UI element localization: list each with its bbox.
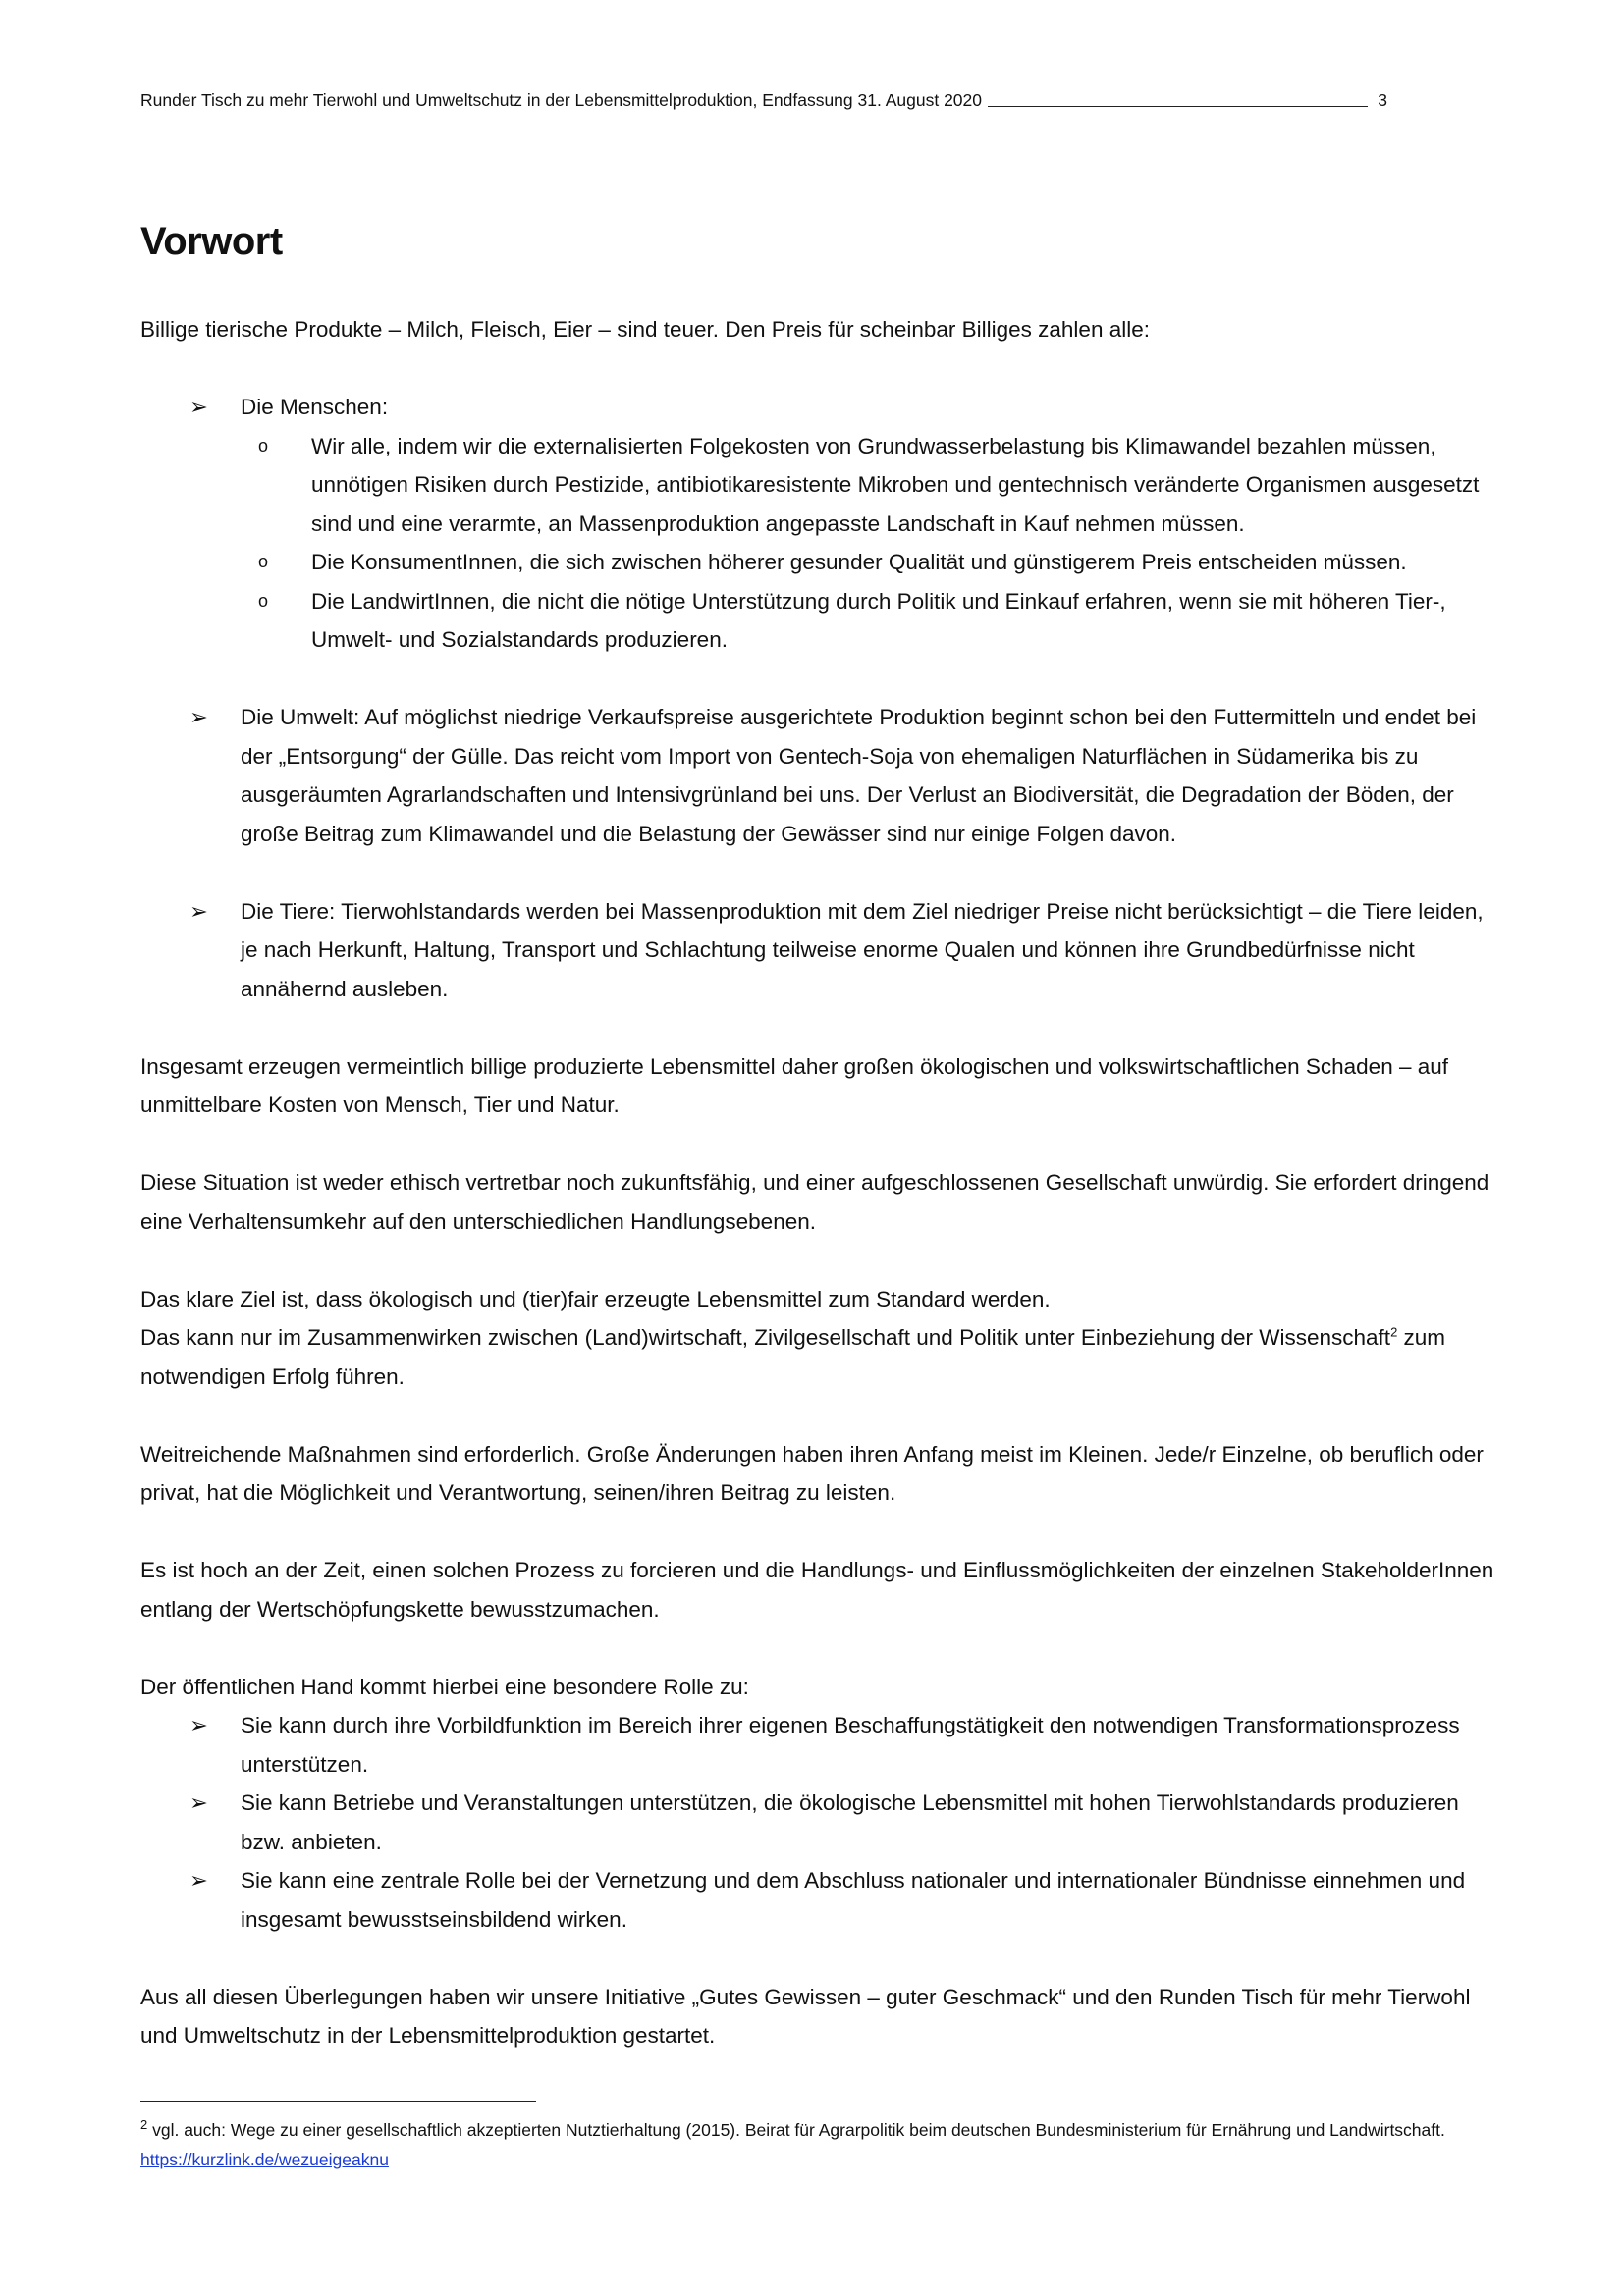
- list-item: [140, 1861, 1495, 1939]
- bullet-tiere-text: Die Tiere: Tierwohlstandards werden bei Massenproduktion mit dem Ziel niedriger Preise nicht berücksichtigt – die Tiere leiden, je nach Herkunft, Haltung, Transport und Schlachtung teilweise enorme Qualen und können ihre Grundbedürfnisse nicht annähernd ausleben.: [241, 898, 1484, 1001]
- header-rule: [988, 106, 1368, 107]
- sub-item-text: Die KonsumentInnen, die sich zwischen höherer gesunder Qualität und günstigerem Preis entscheiden müssen.: [311, 550, 1407, 574]
- list-item: [140, 1784, 1495, 1861]
- bullet-menschen-label: Die Menschen:: [241, 395, 389, 419]
- bullet-menschen: [140, 388, 1495, 698]
- arrow-bullet-icon: ➢: [189, 1713, 208, 1737]
- sub-item-text: Die LandwirtInnen, die nicht die nötige Unterstützung durch Politik und Einkauf erfahren, wenn sie mit höheren Tier-, Umwelt- und Sozialstandards produzieren.: [311, 588, 1446, 652]
- paragraph: Diese Situation ist weder ethisch vertretbar noch zukunftsfähig, und einer aufgeschlossenen Gesellschaft unwürdig. Sie erfordert dringend eine Verhaltensumkehr auf den unterschiedlichen Handlungsebenen.: [140, 1170, 1489, 1234]
- footnote-link[interactable]: https://kurzlink.de/wezueigeaknu: [140, 2150, 389, 2169]
- paragraph: Aus all diesen Überlegungen haben wir unsere Initiative „Gutes Gewissen – guter Geschmack“ und den Runden Tisch für mehr Tierwohl und Umweltschutz in der Lebensmittelproduktion gestartet.: [140, 1984, 1471, 2048]
- footnote-separator: [140, 2101, 536, 2102]
- page-header: [140, 90, 1387, 111]
- arrow-bullet-icon: ➢: [189, 1868, 208, 1893]
- paragraph: Das klare Ziel ist, dass ökologisch und (tier)fair erzeugte Lebensmittel zum Standard werden.: [140, 1286, 1051, 1311]
- sub-item: [241, 427, 1495, 544]
- bullet-umwelt-text: Die Umwelt: Auf möglichst niedrige Verkaufspreise ausgerichtete Produktion beginnt schon bei den Futtermitteln und endet bei der „Entsorgung“ der Gülle. Das reicht vom Import von Gentech-Soja von ehemaligen Naturflächen in Südamerika bis zu ausgeräumten Agrarlandschaften und Intensivgrünland bei uns. Der Verlust an Biodiversität, die Degradation der Böden, der große Beitrag zum Klimawandel und die Belastung der Gewässer sind nur einige Folgen davon.: [241, 705, 1477, 846]
- arrow-bullet-icon: ➢: [189, 395, 208, 419]
- page-title: Vorwort: [140, 220, 283, 263]
- paragraph-text: zum notwendigen Erfolg führen.: [140, 1325, 1446, 1389]
- header-title: Runder Tisch zu mehr Tierwohl und Umweltschutz in der Lebensmittelproduktion, Endfassung 31. August 2020: [140, 90, 983, 110]
- arrow-bullet-icon: ➢: [189, 898, 208, 924]
- sub-item: [241, 582, 1495, 660]
- paragraph-with-footnote: [140, 1318, 1495, 1396]
- bullet-umwelt: [140, 698, 1495, 892]
- menschen-sublist: [241, 427, 1495, 660]
- list-item-text: Sie kann durch ihre Vorbildfunktion im Bereich ihrer eigenen Beschaffungstätigkeit den notwendigen Transformationsprozess unterstützen.: [241, 1713, 1460, 1777]
- footnote: [140, 2115, 1446, 2174]
- list-item-text: Sie kann Betriebe und Veranstaltungen unterstützen, die ökologische Lebensmittel mit hohen Tierwohlstandards produzieren bzw. anbieten.: [241, 1790, 1459, 1854]
- circle-bullet-icon: o: [258, 435, 269, 455]
- bullet-tiere: [140, 892, 1495, 1009]
- circle-bullet-icon: o: [258, 552, 269, 571]
- paragraph: Es ist hoch an der Zeit, einen solchen Prozess zu forcieren und die Handlungs- und Einflussmöglichkeiten der einzelnen StakeholderInnen entlang der Wertschöpfungskette bewusstzumachen.: [140, 1558, 1494, 1622]
- paragraph: Der öffentlichen Hand kommt hierbei eine besondere Rolle zu:: [140, 1674, 749, 1699]
- page-number: 3: [1378, 90, 1387, 110]
- sub-item-text: Wir alle, indem wir die externalisierten Folgekosten von Grundwasserbelastung bis Klimawandel bezahlen müssen, unnötigen Risiken durch Pestizide, antibiotikaresistente Mikroben und gentechnisch veränderte Organismen ausgesetzt sind und eine verarmte, an Massenproduktion angepasste Landschaft in Kauf nehmen müssen.: [311, 433, 1480, 536]
- list-item: [140, 1706, 1495, 1784]
- footnote-reference[interactable]: 2: [1390, 1324, 1398, 1340]
- paragraph: Insgesamt erzeugen vermeintlich billige produzierte Lebensmittel daher großen ökologischen und volkswirtschaftlichen Schaden – auf unmittelbare Kosten von Mensch, Tier und Natur.: [140, 1053, 1449, 1117]
- circle-bullet-icon: o: [258, 590, 269, 611]
- intro-paragraph: Billige tierische Produkte – Milch, Fleisch, Eier – sind teuer. Den Preis für scheinbar Billiges zahlen alle:: [140, 317, 1150, 342]
- public-role-bullet-list: [140, 1706, 1495, 1939]
- paragraph-text: Das kann nur im Zusammenwirken zwischen (Land)wirtschaft, Zivilgesellschaft und Politik unter Einbeziehung der Wissenschaft: [140, 1325, 1391, 1350]
- footnote-number: 2: [140, 2117, 148, 2133]
- footnote-text: vgl. auch: Wege zu einer gesellschaftlich akzeptierten Nutztierhaltung (2015). Beirat für Agrarpolitik beim deutschen Bundesministerium für Ernährung und Landwirtschaft.: [147, 2120, 1445, 2140]
- sub-item: [241, 543, 1495, 582]
- paragraph: Weitreichende Maßnahmen sind erforderlich. Große Änderungen haben ihren Anfang meist im Kleinen. Jede/r Einzelne, ob beruflich oder privat, hat die Möglichkeit und Verantwortung, seinen/ihren Beitrag zu leisten.: [140, 1441, 1484, 1505]
- list-item-text: Sie kann eine zentrale Rolle bei der Vernetzung und dem Abschluss nationaler und internationaler Bündnisse einnehmen und insgesamt bewusstseinsbildend wirken.: [241, 1868, 1466, 1932]
- main-content: [140, 310, 1495, 2056]
- arrow-bullet-icon: ➢: [189, 705, 208, 729]
- arrow-bullet-icon: ➢: [189, 1790, 208, 1815]
- cost-bullet-list: [140, 388, 1495, 1008]
